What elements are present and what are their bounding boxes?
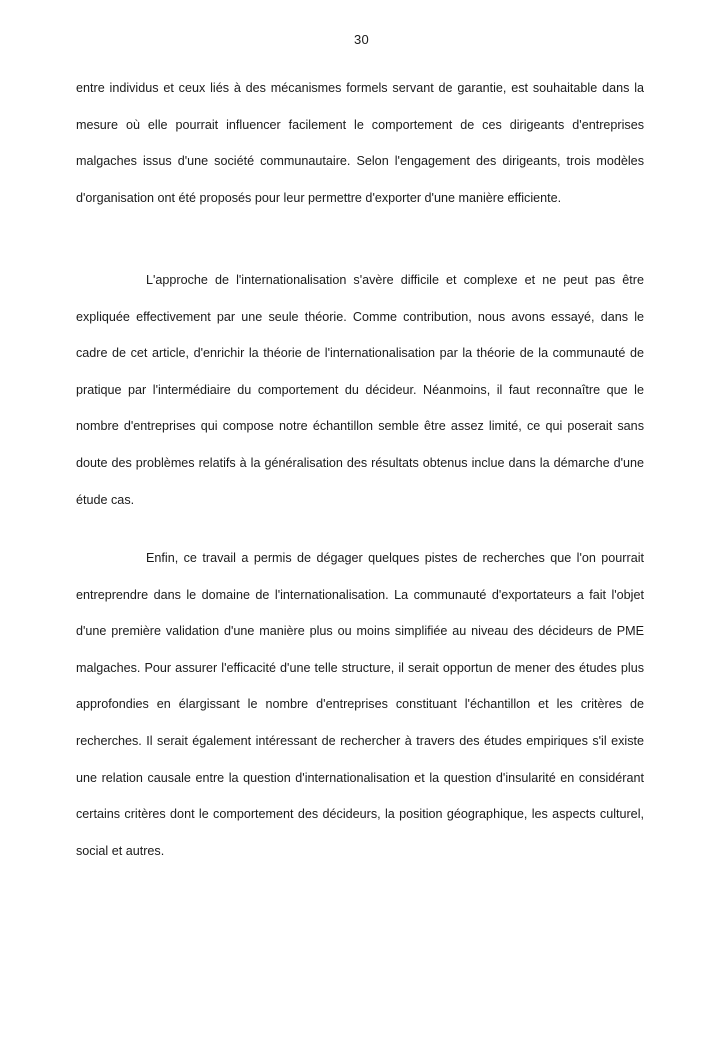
paragraph-1: entre individus et ceux liés à des mécanismes formels servant de garantie, est souhaitable dans la mesure où elle pourrait influencer facilement le comportement de ces dirigeants d'entreprises malgaches issus d'une société communautaire. Selon l'engagement des dirigeants, trois modèles d'organisation ont été proposés pour leur permettre d'exporter d'une manière efficiente. [76,81,644,205]
paragraph-2: L'approche de l'internationalisation s'avère difficile et complexe et ne peut pas être expliquée effectivement par une seule théorie. Comme contribution, nous avons essayé, dans le cadre de cet article, d'enrichir la théorie de l'internationalisation par la théorie de la communauté de pratique par l'intermédiaire du comportement du décideur. Néanmoins, il faut reconnaître que le nombre d'entreprises qui compose notre échantillon semble être assez limité, ce qui poserait sans doute des problèmes relatifs à la généralisation des résultats obtenus inclue dans la démarche d'une étude cas. [76,273,644,507]
page-number: 30 [353,32,370,47]
paragraph-3: Enfin, ce travail a permis de dégager quelques pistes de recherches que l'on pourrait entreprendre dans le domaine de l'internationalisation. La communauté d'exportateurs a fait l'objet d'une première validation d'une manière plus ou moins simplifiée au niveau des décideurs de PME malgaches. Pour assurer l'efficacité d'une telle structure, il serait opportun de mener des études plus approfondies en élargissant le nombre d'entreprises constituant l'échantillon et les critères de recherches. Il serait également intéressant de rechercher à travers des études empiriques s'il existe une relation causale entre la question d'internationalisation et la question d'insularité en considérant certains critères dont le comportement des décideurs, la position géographique, les aspects culturel, social et autres. [76,551,644,858]
